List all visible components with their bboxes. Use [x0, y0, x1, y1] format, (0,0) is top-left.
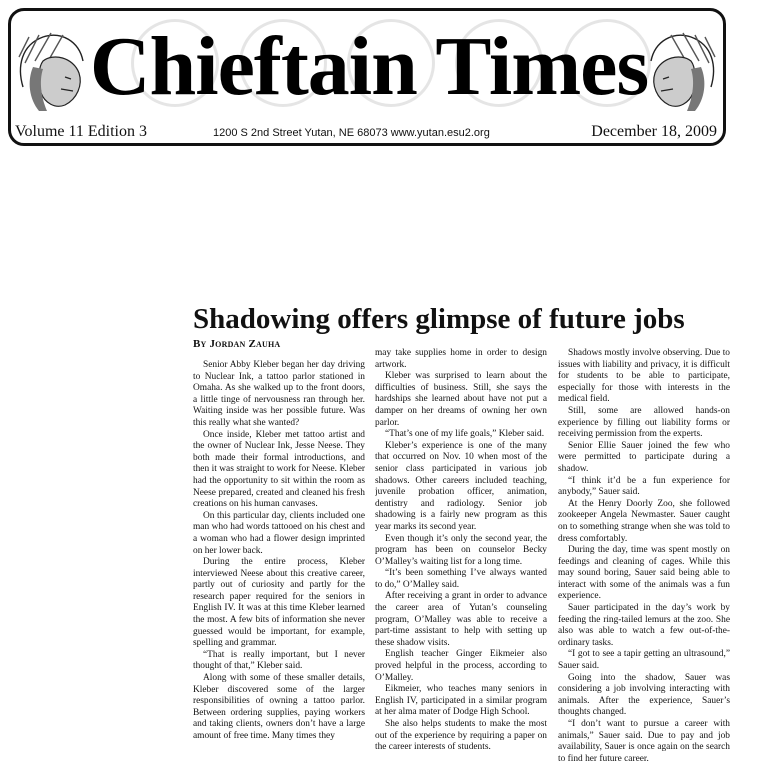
- article-paragraph: Along with some of these smaller details, Kleber discovered some of the larger responsibilities of owning a tattoo parlor. Between ordering supplies, paying workers and taking clients, owners don’t have a large amount of free time. Many times they: [193, 673, 365, 741]
- article-paragraph: Even though it’s only the second year, the program has been on counselor Becky O’Malley’s waiting list for a long time.: [375, 533, 547, 567]
- article-column-2: [375, 348, 547, 772]
- school-address: 1200 S 2nd Street Yutan, NE 68073 www.yutan.esu2.org: [213, 127, 490, 139]
- article-paragraph: During the day, time was spent mostly on feedings and cleaning of cages. While this may sound boring, Sauer said being able to interact with some of the animals was a fun experience.: [558, 545, 730, 602]
- article-paragraph: On this particular day, clients included one man who had words tattooed on his chest and a woman who had a flower design imprinted on her lower back.: [193, 510, 365, 556]
- article-paragraph: Kleber’s experience is one of the many that occurred on Nov. 10 when most of the senior class participated in various job shadows. Other careers included teaching, juvenile probation officer, animation, dentistry and radiology. Senior job shadowing is a fairly new program as this year marks its second year.: [375, 440, 547, 532]
- article-paragraph: “That’s one of my life goals,” Kleber said.: [385, 429, 545, 440]
- chief-logo-left-icon: [13, 27, 91, 115]
- article-paragraph: Senior Abby Kleber began her day driving to Nuclear Ink, a tattoo parlor stationed in Omaha. As she walked up to the front doors, a little tinge of nervousness ran through her. Waiting inside was her possible future. Was this really what she wanted?: [193, 360, 365, 428]
- article-paragraph: Still, some are allowed hands-on experience by filling out liability forms or receiving permission from the experts.: [558, 405, 730, 440]
- article-paragraph: Once inside, Kleber met tattoo artist and the owner of Nuclear Ink, Jesse Neese. They both made their formal introductions, and then it was straight to work for Neese. Kleber had the opportunity to sit within the room as Neese prepared, created and cleaned his fresh creations on his human canvases.: [193, 429, 365, 510]
- chief-logo-right-icon: [643, 27, 721, 115]
- volume-edition: Volume 11 Edition 3: [15, 123, 147, 140]
- article-paragraph: may take supplies home in order to design artwork.: [375, 348, 547, 370]
- article-paragraph: “I think it’d be a fun experience for anybody,” Sauer said.: [558, 475, 730, 498]
- article-paragraph: English teacher Ginger Eikmeier also proved helpful in the process, according to O’Malley.: [375, 649, 547, 683]
- masthead-info-row: [11, 123, 726, 145]
- article-paragraph: During the entire process, Kleber interviewed Neese about this creative career, partly out of curiosity and partly for the research paper required for the seniors in English IV. It was at this time Kleber learned the most. A few bits of information she never guessed would be important, for example, spelling and grammar.: [193, 557, 365, 649]
- article-column-1: [193, 360, 365, 772]
- article-paragraph: “That is really important, but I never thought of that,” Kleber said.: [193, 649, 365, 672]
- article-byline: By Jordan Zauha: [193, 338, 281, 350]
- article-paragraph: Eikmeier, who teaches many seniors in English IV, participated in a similar program at her alma mater of Dodge High School.: [375, 684, 547, 718]
- article-paragraph: After receiving a grant in order to advance the career area of Yutan’s counseling program, O’Malley was able to receive a part-time assistant to help with setting up these shadow visits.: [375, 591, 547, 648]
- article-paragraph: “I got to see a tapir getting an ultrasound,” Sauer said.: [558, 649, 730, 672]
- article-paragraph: Sauer participated in the day’s work by feeding the ring-tailed lemurs at the zoo. She also was able to watch a few out-of-the-ordinary tasks.: [558, 603, 730, 648]
- article-paragraph: Senior Ellie Sauer joined the few who were permitted to participate during a shadow.: [558, 440, 730, 474]
- article-paragraph: “I don’t want to pursue a career with animals,” Sauer said. Due to pay and job availability, Sauer is once again on the search to find her future career.: [558, 719, 730, 764]
- article-paragraph: “It’s been something I’ve always wanted to do,” O’Malley said.: [375, 568, 547, 590]
- masthead: [8, 8, 726, 146]
- article-paragraph: At the Henry Doorly Zoo, she followed zookeeper Angela Newmaster. Sauer caught on to something strange when she was told to dress comfortably.: [558, 498, 730, 544]
- article-column-3: [558, 348, 730, 772]
- article-paragraph: Kleber was surprised to learn about the difficulties of business. Still, she says the hardships she learned about have not put a damper on her dreams of owning her own parlor.: [375, 371, 547, 428]
- article-paragraph: Going into the shadow, Sauer was considering a job involving interacting with animals. After the experience, Sauer’s thoughts changed.: [558, 672, 730, 718]
- article-paragraph: Shadows mostly involve observing. Due to issues with liability and privacy, it is difficult for students to be able to participate, especially for those with interests in the medical field.: [558, 348, 730, 405]
- article-headline: Shadowing offers glimpse of future jobs: [193, 303, 685, 335]
- publication-date: December 18, 2009: [591, 123, 717, 140]
- article-paragraph: She also helps students to make the most out of the experience by requiring a paper on the career interests of students.: [375, 719, 547, 753]
- newspaper-title: Chieftain Times: [89, 20, 649, 113]
